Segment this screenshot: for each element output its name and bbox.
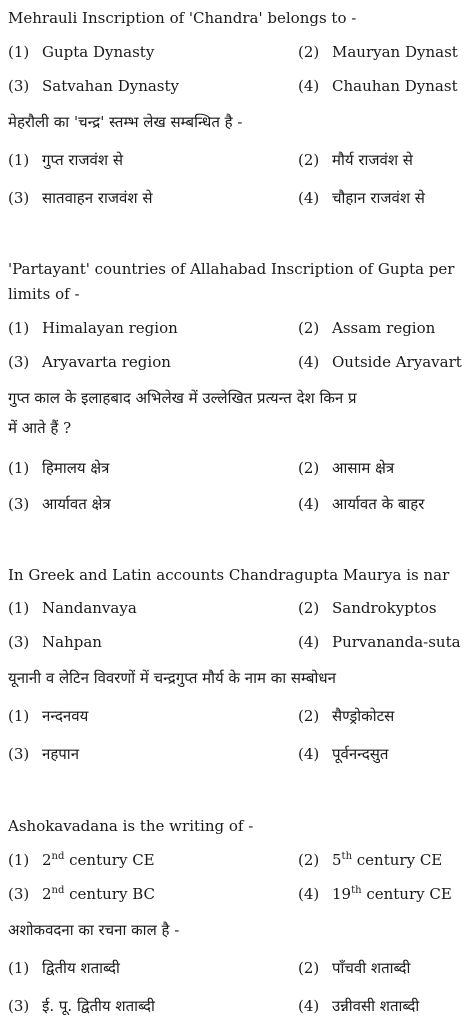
option-ordinal: nd [51, 851, 65, 862]
option-text: आसाम क्षेत्र [332, 459, 395, 477]
option-text: नहपान [42, 745, 80, 763]
q2-hi-option-1 [8, 458, 109, 478]
option-text: Nahpan [42, 633, 102, 651]
option-text: century BC [64, 885, 155, 903]
q4-en-option-3 [8, 884, 155, 904]
option-number: (2) [298, 43, 320, 61]
option-text: Gupta Dynasty [42, 43, 155, 61]
q2-hi-option-4 [298, 494, 424, 514]
option-number: (3) [8, 885, 30, 903]
option-number: (3) [8, 745, 30, 763]
option-text: आर्यावत क्षेत्र [42, 495, 111, 513]
q2-hi-question-line-1: गुप्त काल के इलाहबाद अभिलेख में उल्लेखित प्रत्यन्त देश किन प्र [8, 389, 357, 407]
q3-hi-option-4 [298, 744, 388, 764]
option-number: (2) [298, 707, 320, 725]
option-text: century CE [352, 851, 443, 869]
option-number: (1) [8, 959, 30, 977]
option-number: (4) [298, 997, 320, 1015]
q1-en-option-4 [298, 76, 458, 96]
q3-en-option-2 [298, 598, 437, 618]
q2-en-option-4 [298, 352, 462, 372]
option-number: (3) [8, 189, 30, 207]
q4-hi-option-3 [8, 996, 155, 1016]
q1-en-option-2 [298, 42, 458, 62]
option-number: (1) [8, 707, 30, 725]
q1-hi-question: मेहरौली का 'चन्द्र' स्तम्भ लेख सम्बन्धित है - [8, 113, 243, 131]
q1-hi-option-2 [298, 150, 413, 170]
q1-hi-option-3 [8, 188, 152, 208]
option-number: (1) [8, 851, 30, 869]
option-text: गुप्त राजवंश से [42, 151, 123, 169]
q4-en-option-2 [298, 850, 442, 870]
q4-en-option-1 [8, 850, 155, 870]
q4-en-question: Ashokavadana is the writing of - [8, 817, 254, 835]
option-text: आर्यावत के बाहर [332, 495, 425, 513]
q3-en-option-3 [8, 632, 102, 652]
q1-en-question: Mehrauli Inscription of 'Chandra' belongs to - [8, 9, 357, 27]
option-text: century CE [64, 851, 155, 869]
q4-en-option-4 [298, 884, 452, 904]
q2-hi-question-line-2: में आते हैं ? [8, 419, 72, 437]
q1-en-option-3 [8, 76, 179, 96]
option-text: Satvahan Dynasty [42, 77, 179, 95]
option-text: नन्दनवय [42, 707, 89, 725]
option-number: (2) [298, 319, 320, 337]
option-text: द्वितीय शताब्दी [42, 959, 120, 977]
option-text: उन्नीवसी शताब्दी [332, 997, 420, 1015]
option-number: (1) [8, 459, 30, 477]
q1-hi-option-1 [8, 150, 123, 170]
q2-en-question-line-1: 'Partayant' countries of Allahabad Inscription of Gupta per [8, 260, 455, 278]
option-value: 5 [332, 851, 342, 869]
option-number: (2) [298, 851, 320, 869]
option-text: Purvananda-suta [332, 633, 461, 651]
option-number: (4) [298, 77, 320, 95]
q3-hi-option-3 [8, 744, 79, 764]
option-number: (1) [8, 599, 30, 617]
q3-hi-option-2 [298, 706, 394, 726]
option-number: (2) [298, 459, 320, 477]
q2-en-option-2 [298, 318, 435, 338]
option-number: (3) [8, 633, 30, 651]
option-number: (3) [8, 997, 30, 1015]
q3-hi-option-1 [8, 706, 88, 726]
option-number: (2) [298, 599, 320, 617]
q4-hi-option-1 [8, 958, 120, 978]
q1-hi-option-4 [298, 188, 425, 208]
option-value: 2 [42, 851, 52, 869]
option-text: Assam region [332, 319, 436, 337]
q4-hi-option-2 [298, 958, 410, 978]
option-number: (3) [8, 77, 30, 95]
option-text: century CE [361, 885, 452, 903]
option-number: (4) [298, 495, 320, 513]
option-number: (2) [298, 959, 320, 977]
option-text: Sandrokyptos [332, 599, 437, 617]
option-text: Himalayan region [42, 319, 178, 337]
option-number: (4) [298, 353, 320, 371]
option-text: मौर्य राजवंश से [332, 151, 413, 169]
q3-en-option-4 [298, 632, 461, 652]
q4-hi-question: अशोकवदना का रचना काल है - [8, 921, 180, 939]
option-number: (1) [8, 319, 30, 337]
option-text: Nandanvaya [42, 599, 137, 617]
option-text: Aryavarta region [42, 353, 171, 371]
option-number: (4) [298, 633, 320, 651]
option-text: Mauryan Dynast [332, 43, 458, 61]
q2-hi-option-3 [8, 494, 111, 514]
option-number: (4) [298, 189, 320, 207]
option-number: (3) [8, 353, 30, 371]
option-ordinal: nd [51, 885, 65, 896]
option-number: (2) [298, 151, 320, 169]
q2-hi-option-2 [298, 458, 394, 478]
option-text: चौहान राजवंश से [332, 189, 425, 207]
q3-en-option-1 [8, 598, 137, 618]
q2-en-question-line-2: limits of - [8, 285, 80, 303]
option-number: (4) [298, 745, 320, 763]
q3-en-question: In Greek and Latin accounts Chandragupta Maurya is nar [8, 566, 450, 584]
option-text: Outside Aryavart [332, 353, 462, 371]
q1-en-option-1 [8, 42, 154, 62]
q3-hi-question: यूनानी व लेटिन विवरणों में चन्द्रगुप्त मौर्य के नाम का सम्बोधन [8, 669, 336, 687]
option-text: सातवाहन राजवंश से [42, 189, 153, 207]
option-value: 2 [42, 885, 52, 903]
option-value: 19 [332, 885, 352, 903]
q4-hi-option-4 [298, 996, 419, 1016]
q2-en-option-1 [8, 318, 178, 338]
option-text: पूर्वनन्दसुत [332, 745, 389, 763]
option-number: (3) [8, 495, 30, 513]
option-text: ई. पू. द्वितीय शताब्दी [42, 997, 155, 1015]
q2-en-option-3 [8, 352, 171, 372]
option-text: पाँचवी शताब्दी [332, 959, 411, 977]
option-number: (1) [8, 43, 30, 61]
option-text: सैण्ड्रोकोटस [332, 707, 395, 725]
option-ordinal: th [341, 851, 353, 862]
option-text: हिमालय क्षेत्र [42, 459, 110, 477]
option-number: (1) [8, 151, 30, 169]
option-ordinal: th [351, 885, 362, 896]
option-number: (4) [298, 885, 320, 903]
option-text: Chauhan Dynast [332, 77, 458, 95]
